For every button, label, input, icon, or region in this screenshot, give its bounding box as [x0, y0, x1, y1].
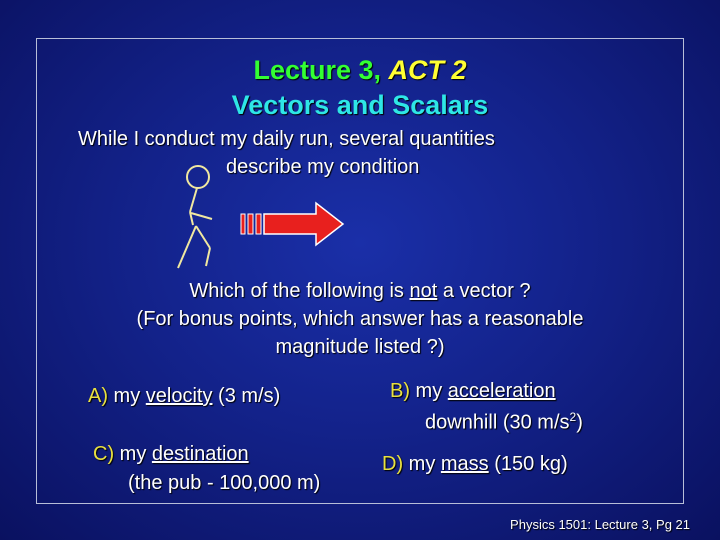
answer-d-post: (150 kg) [488, 453, 568, 475]
answer-a [88, 385, 280, 408]
answer-b-sup: 2 [569, 410, 577, 424]
question-not: not [409, 280, 438, 302]
answer-a-word: velocity [145, 385, 213, 407]
answer-b-line2-text: downhill (30 m/s [425, 411, 570, 434]
answer-b-close: ) [576, 411, 583, 434]
answer-d-label: D) [382, 453, 404, 475]
answer-b [390, 380, 556, 403]
title-lecture: Lecture 3, [253, 55, 382, 85]
title-act: ACT 2 [388, 55, 467, 85]
answer-d [382, 453, 568, 476]
velocity-arrow-icon [241, 203, 343, 245]
answer-d-pre: my [403, 453, 441, 475]
intro-line-1: While I conduct my daily run, several quantities [78, 128, 495, 150]
slide-subtitle: Vectors and Scalars [231, 90, 489, 120]
slide-footer: Physics 1501: Lecture 3, Pg 21 [510, 517, 690, 532]
answer-a-label: A) [88, 385, 108, 407]
answer-c-line-2: (the pub - 100,000 m) [128, 472, 321, 494]
answer-a-pre: my [108, 385, 146, 407]
stick-figure-icon [178, 166, 212, 268]
question-post: a vector ? [437, 280, 531, 302]
answer-c [93, 443, 249, 466]
question-line-3: magnitude listed ?) [275, 336, 445, 358]
intro-line-2: describe my condition [226, 156, 420, 178]
answer-c-word: destination [151, 443, 249, 465]
answer-c-label: C) [93, 443, 115, 465]
answer-b-line-2 [425, 410, 583, 435]
answer-b-pre: my [410, 380, 448, 402]
question-pre: Which of the following is [189, 280, 410, 302]
question-line-1 [0, 280, 720, 303]
answer-b-word: acceleration [447, 380, 556, 402]
answer-c-pre: my [114, 443, 152, 465]
answer-b-label: B) [390, 380, 410, 402]
answer-a-post: (3 m/s) [212, 385, 281, 407]
answer-d-word: mass [440, 453, 489, 475]
question-line-2: (For bonus points, which answer has a reasonable [136, 308, 584, 330]
